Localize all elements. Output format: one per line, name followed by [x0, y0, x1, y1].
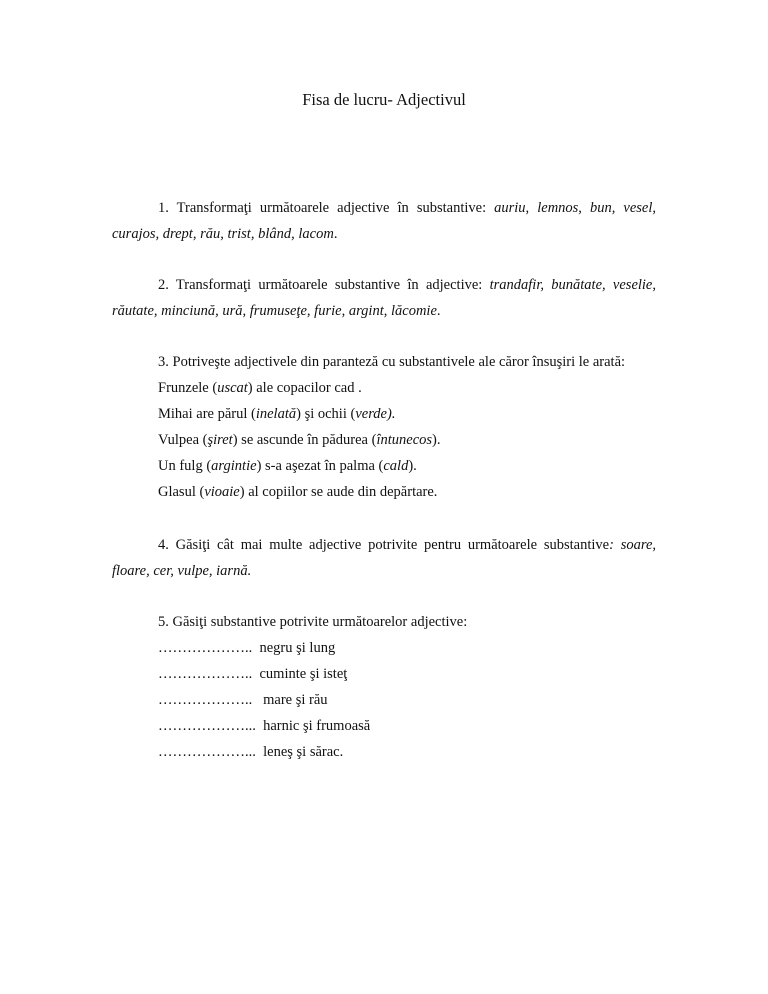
exercise-2: 2. Transformaţi următoarele substantive în adjective: trandafir, bunătate, veselie, răutate, minciună, ură, frumuseţe, furie, argint, lăcomie.	[112, 277, 656, 319]
exercise-5-row: ……………….. cuminte şi isteţ	[158, 666, 348, 682]
exercise-3-sentence-2: Mihai are părul (inelată) şi ochii (verde).	[158, 406, 396, 422]
exercise-2-intro: 2. Transformaţi următoarele substantive în adjective:	[158, 277, 490, 293]
exercise-5-row: ……………….. mare şi rău	[158, 692, 328, 708]
exercise-4-words: : soare, floare, cer, vulpe, iarnă.	[112, 537, 657, 579]
exercise-2-words: trandafir, bunătate, veselie, răutate, minciună, ură, frumuseţe, furie, argint, lăcomie	[112, 277, 656, 319]
exercise-3-sentence-4: Un fulg (argintie) s-a aşezat în palma (cald).	[158, 458, 417, 474]
exercise-1-intro: 1. Transformaţi următoarele adjective în substantive:	[158, 200, 495, 216]
exercise-3-sentence-5: Glasul (vioaie) al copiilor se aude din depărtare.	[158, 484, 438, 500]
exercise-1-words: auriu, lemnos, bun, vesel, curajos, drept, rău, trist, blând, lacom	[112, 200, 656, 242]
exercise-4	[112, 532, 656, 584]
exercise-4-intro: 4. Găsiţi cât mai multe adjective potrivite pentru următoarele substantive	[158, 537, 610, 553]
exercise-5-heading: 5. Găsiţi substantive potrivite următoarelor adjective:	[158, 614, 468, 630]
exercise-3-heading: 3. Potriveşte adjectivele din paranteză cu substantivele ale căror însuşiri le arată:	[158, 354, 626, 370]
exercise-3-sentence-3: Vulpea (şiret) se ascunde în pădurea (întunecos).	[158, 432, 441, 448]
exercise-3-sentence-1: Frunzele (uscat) ale copacilor cad .	[158, 380, 362, 396]
exercise-5-row: ……………….. negru şi lung	[158, 640, 336, 656]
page-title: Fisa de lucru- Adjectivul	[302, 90, 466, 109]
exercise-1: 1. Transformaţi următoarele adjective în substantive: auriu, lemnos, bun, vesel, curajos, drept, rău, trist, blând, lacom.	[112, 200, 656, 242]
exercise-5-row: ………………... harnic şi frumoasă	[158, 718, 371, 734]
exercise-5-row: ………………... leneş şi sărac.	[158, 744, 344, 760]
